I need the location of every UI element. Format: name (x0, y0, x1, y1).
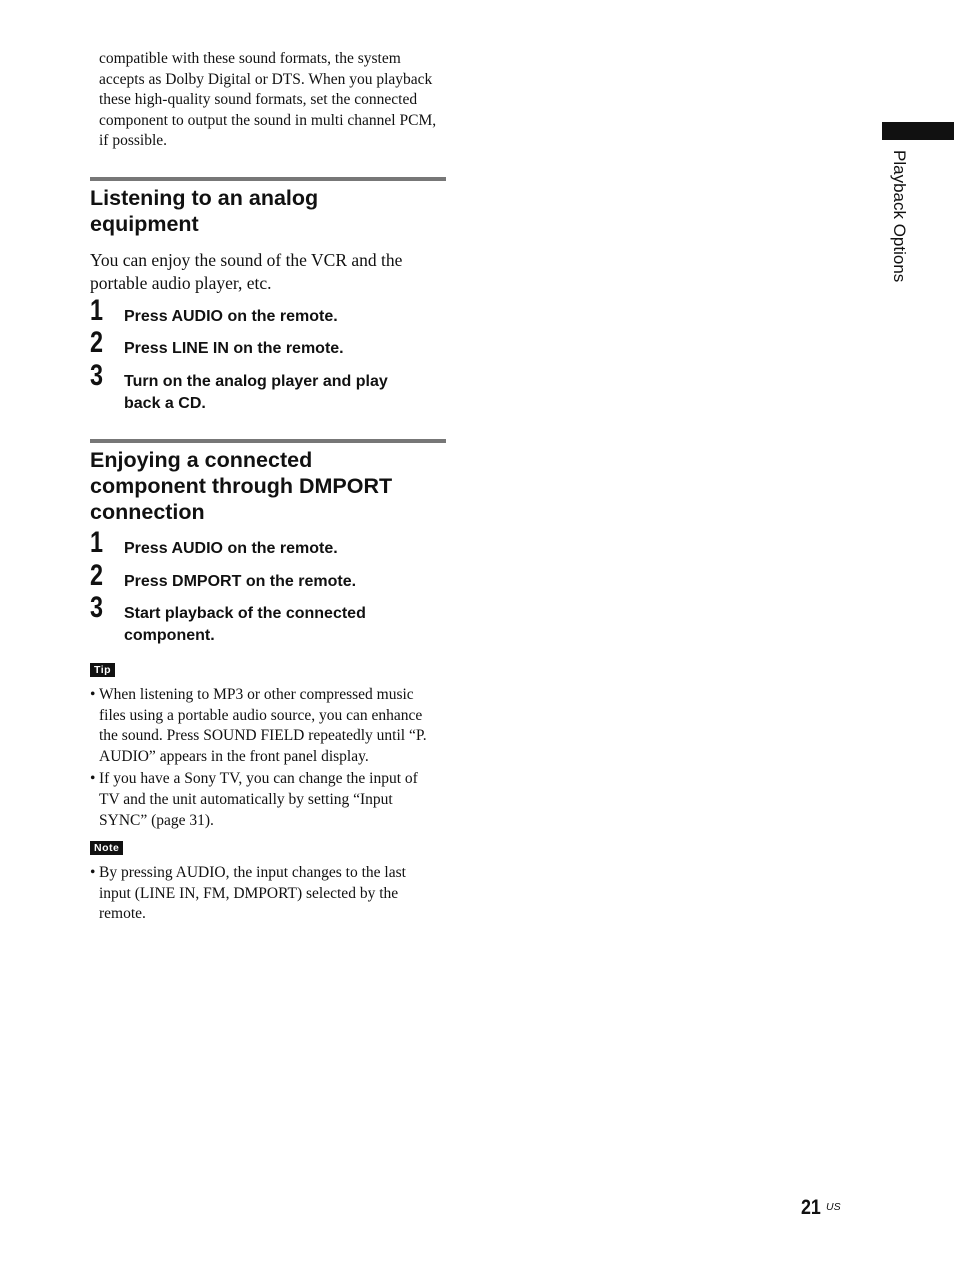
step-line: component. (124, 627, 215, 644)
step-line: Press DMPORT on the remote. (124, 573, 357, 590)
step-text (124, 371, 444, 415)
list-item (90, 769, 446, 831)
page-suffix: US (826, 1201, 841, 1213)
section-divider (90, 177, 446, 181)
step-line: Start playback of the connected (124, 605, 366, 622)
step-text (124, 571, 444, 593)
intro-line: if possible. (99, 132, 168, 150)
step-text (124, 338, 444, 360)
step-line: back a CD. (124, 395, 206, 412)
item-line: files using a portable audio source, you can enhance (99, 706, 423, 724)
step-number: 2 (90, 559, 104, 592)
title-line: component through DMPORT (90, 474, 393, 498)
side-tab-marker (882, 122, 954, 140)
section-title-analog (90, 185, 450, 237)
section-title-dmport (90, 447, 450, 525)
item-line: remote. (99, 905, 146, 923)
tip-label: Tip (90, 663, 115, 677)
bullet: • (90, 770, 96, 788)
section-body-analog (90, 249, 446, 295)
item-line: AUDIO” appears in the front panel display. (99, 747, 369, 765)
intro-line: compatible with these sound formats, the system (99, 50, 401, 67)
body-line: You can enjoy the sound of the VCR and the (90, 250, 403, 270)
step-text (124, 306, 444, 328)
title-line: equipment (90, 212, 199, 236)
item-line: When listening to MP3 or other compressed music (99, 686, 414, 703)
step-line: Press AUDIO on the remote. (124, 540, 338, 557)
item-line: If you have a Sony TV, you can change the input of (99, 770, 418, 788)
step-text (124, 603, 444, 647)
step-number: 3 (90, 359, 104, 392)
tip-list (90, 685, 446, 833)
intro-paragraph (99, 49, 451, 152)
section-divider (90, 439, 446, 443)
step-line: Press AUDIO on the remote. (124, 308, 338, 325)
page-number: 21 (801, 1196, 821, 1219)
title-line: Listening to an analog (90, 186, 319, 210)
item-line: TV and the unit automatically by setting “Input (99, 790, 393, 808)
step-number: 2 (90, 326, 104, 359)
item-line: input (LINE IN, FM, DMPORT) selected by the (99, 884, 399, 902)
step-number: 1 (90, 294, 104, 327)
bullet: • (90, 864, 96, 881)
item-line: SYNC” (page 31). (99, 811, 214, 829)
step-line: Turn on the analog player and play (124, 373, 388, 390)
body-line: portable audio player, etc. (90, 273, 272, 293)
note-list (90, 863, 446, 927)
note-label: Note (90, 841, 123, 855)
step-text (124, 538, 444, 560)
title-line: Enjoying a connected (90, 448, 313, 472)
step-number: 3 (90, 591, 104, 624)
intro-line: these high-quality sound formats, set the connected (99, 91, 418, 109)
list-item (90, 685, 446, 767)
intro-line: component to output the sound in multi channel PCM, (99, 111, 437, 129)
intro-line: accepts as Dolby Digital or DTS. When you playback (99, 70, 433, 88)
bullet: • (90, 686, 96, 703)
item-line: By pressing AUDIO, the input changes to the last (99, 864, 406, 881)
item-line: the sound. Press SOUND FIELD repeatedly until “P. (99, 727, 427, 745)
step-line: Press LINE IN on the remote. (124, 340, 344, 357)
step-number: 1 (90, 526, 104, 559)
title-line: connection (90, 500, 205, 524)
side-section-label: Playback Options (890, 150, 909, 283)
list-item (90, 863, 446, 925)
